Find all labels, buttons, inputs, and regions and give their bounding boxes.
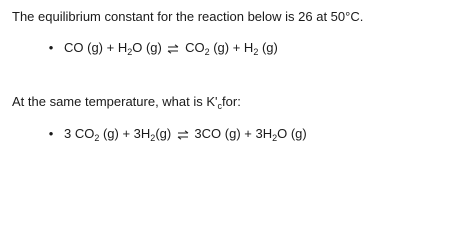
reaction-2-reactants-c: (g) — [155, 126, 175, 141]
question-text — [12, 94, 241, 110]
question-subscript-c: c — [217, 101, 223, 111]
bullet-2: • — [48, 126, 54, 141]
reaction-1 — [48, 40, 278, 57]
reaction-2-subscript-3: 2 — [272, 133, 278, 143]
reaction-2-subscript-2: 2 — [150, 133, 156, 143]
equilibrium-arrows-icon — [167, 44, 179, 54]
reaction-2 — [48, 126, 307, 143]
reaction-1-subscript-2: 2 — [204, 47, 210, 57]
equilibrium-arrows-icon — [177, 130, 189, 140]
question-part-b: for: — [222, 94, 241, 109]
bullet-1: • — [48, 40, 54, 55]
reaction-1-products-a: CO — [181, 40, 205, 55]
reaction-1-reactants-a: CO (g) + H — [64, 40, 128, 55]
intro-text: The equilibrium constant for the reaction below is 26 at 50°C. — [12, 9, 364, 24]
question-part-a: At the same temperature, what is K' — [12, 94, 218, 109]
reaction-2-reactants-b: (g) + 3H — [99, 126, 151, 141]
reaction-2-products-b: O (g) — [277, 126, 307, 141]
reaction-1-products-b: (g) + H — [209, 40, 254, 55]
reaction-1-reactants-b: O (g) — [132, 40, 166, 55]
reaction-1-products-c: (g) — [258, 40, 278, 55]
reaction-2-subscript-1: 2 — [94, 133, 100, 143]
reaction-1-subscript-1: 2 — [127, 47, 133, 57]
reaction-2-reactants-a: 3 CO — [64, 126, 95, 141]
reaction-2-products-a: 3CO (g) + 3H — [190, 126, 273, 141]
reaction-1-subscript-3: 2 — [253, 47, 259, 57]
